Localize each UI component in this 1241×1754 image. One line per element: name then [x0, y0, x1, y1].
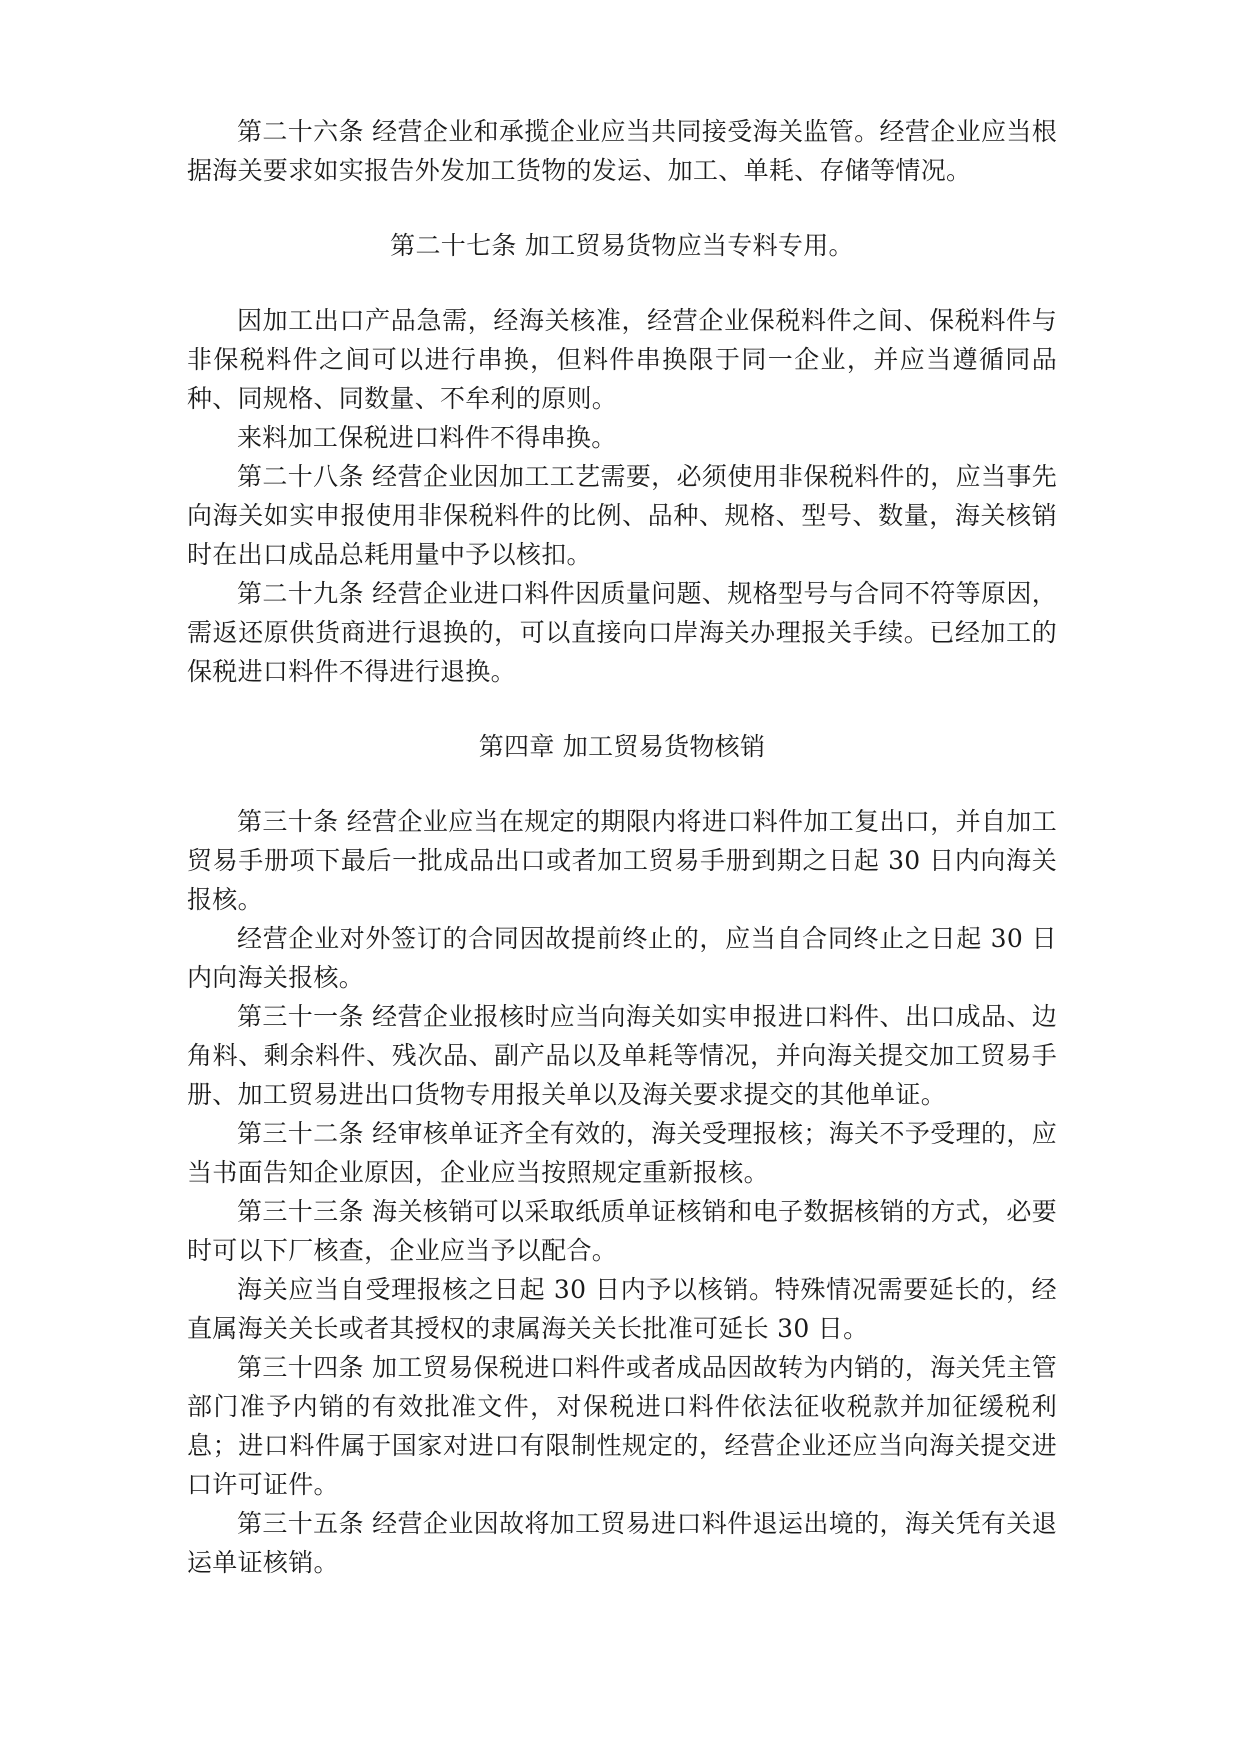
article-31-paragraph: 第三十一条 经营企业报核时应当向海关如实申报进口料件、出口成品、边角料、剩余料件、残次品、副产品以及单耗等情况，并向海关提交加工贸易手册、加工贸易进出口货物专用报关单以及海关要求提交的其他单证。: [187, 1002, 1057, 1109]
article-30-paragraph: 第三十条 经营企业应当在规定的期限内将进口料件加工复出口，并自加工贸易手册项下最后一批成品出口或者加工贸易手册到期之日起 30 日内向海关报核。: [187, 807, 1057, 914]
article-29-paragraph: 第二十九条 经营企业进口料件因质量问题、规格型号与合同不符等原因，需返还原供货商进行退换的，可以直接向口岸海关办理报关手续。已经加工的保税进口料件不得进行退换。: [187, 579, 1057, 686]
chapter-4-heading: 第四章 加工贸易货物核销: [478, 732, 766, 761]
article-34-paragraph: 第三十四条 加工贸易保税进口料件或者成品因故转为内销的，海关凭主管部门准予内销的有效批准文件，对保税进口料件依法征收税款并加征缓税利息；进口料件属于国家对进口有限制性规定的，经营企业还应当向海关提交进口许可证件。: [187, 1353, 1057, 1499]
article-30-termination-paragraph: 经营企业对外签订的合同因故提前终止的，应当自合同终止之日起 30 日内向海关报核。: [187, 924, 1057, 992]
article-28-paragraph: 第二十八条 经营企业因加工工艺需要，必须使用非保税料件的，应当事先向海关如实申报使用非保税料件的比例、品种、规格、型号、数量，海关核销时在出口成品总耗用量中予以核扣。: [187, 462, 1057, 569]
article-35-paragraph: 第三十五条 经营企业因故将加工贸易进口料件退运出境的，海关凭有关退运单证核销。: [187, 1509, 1057, 1577]
article-27-swap-paragraph: 因加工出口产品急需，经海关核准，经营企业保税料件之间、保税料件与非保税料件之间可以进行串换，但料件串换限于同一企业，并应当遵循同品种、同规格、同数量、不牟利的原则。: [187, 306, 1057, 413]
article-27-heading: 第二十七条 加工贸易货物应当专料专用。: [390, 231, 854, 260]
article-27-no-swap-paragraph: 来料加工保税进口料件不得串换。: [237, 423, 617, 452]
article-33-deadline-paragraph: 海关应当自受理报核之日起 30 日内予以核销。特殊情况需要延长的，经直属海关关长或者其授权的隶属海关关长批准可延长 30 日。: [187, 1275, 1057, 1343]
article-32-paragraph: 第三十二条 经审核单证齐全有效的，海关受理报核；海关不予受理的，应当书面告知企业原因，企业应当按照规定重新报核。: [187, 1119, 1057, 1187]
document-page: [187, 112, 1057, 1582]
article-33-paragraph: 第三十三条 海关核销可以采取纸质单证核销和电子数据核销的方式，必要时可以下厂核查，企业应当予以配合。: [187, 1197, 1057, 1265]
article-26-paragraph: 第二十六条 经营企业和承揽企业应当共同接受海关监管。经营企业应当根据海关要求如实报告外发加工货物的发运、加工、单耗、存储等情况。: [187, 117, 1057, 185]
